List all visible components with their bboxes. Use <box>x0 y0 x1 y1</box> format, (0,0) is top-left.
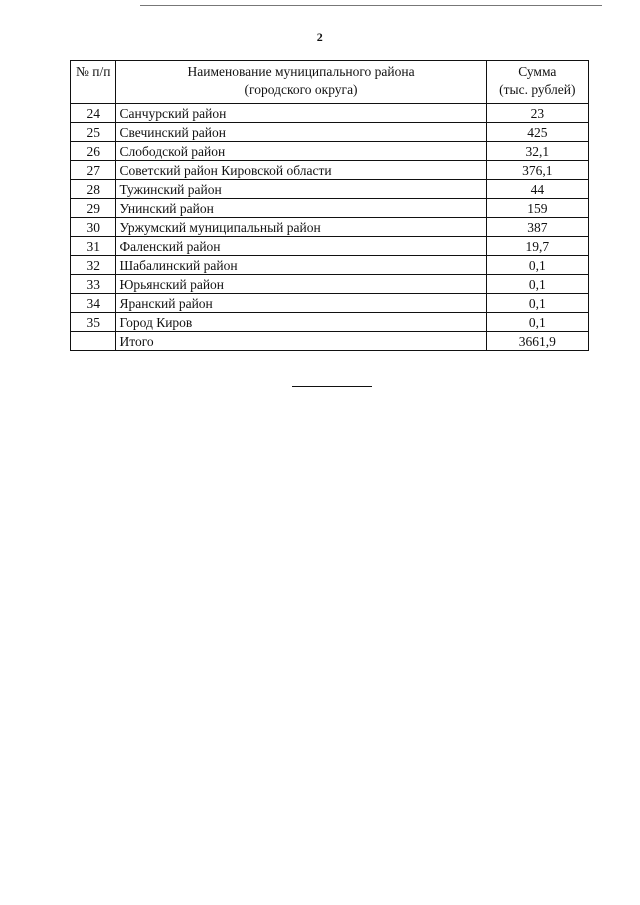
row-sum: 23 <box>486 104 588 123</box>
row-number: 29 <box>71 199 116 218</box>
row-sum: 159 <box>486 199 588 218</box>
allocation-table <box>70 60 589 351</box>
row-name: Юрьянский район <box>116 275 486 294</box>
table-row <box>71 180 589 199</box>
row-sum: 0,1 <box>486 256 588 275</box>
table-row <box>71 104 589 123</box>
row-name: Свечинский район <box>116 123 486 142</box>
row-number: 35 <box>71 313 116 332</box>
row-number: 28 <box>71 180 116 199</box>
total-sum: 3661,9 <box>486 332 588 351</box>
table-total-row <box>71 332 589 351</box>
header-sum-line2: (тыс. рублей) <box>499 82 576 97</box>
row-name: Тужинский район <box>116 180 486 199</box>
row-sum: 44 <box>486 180 588 199</box>
table-row <box>71 142 589 161</box>
header-name-line2: (городского округа) <box>244 82 358 97</box>
row-name: Уржумский муниципальный район <box>116 218 486 237</box>
row-name: Город Киров <box>116 313 486 332</box>
row-name: Советский район Кировской области <box>116 161 486 180</box>
table-row <box>71 199 589 218</box>
row-sum: 32,1 <box>486 142 588 161</box>
row-number: 31 <box>71 237 116 256</box>
table-header-row <box>71 61 589 104</box>
row-number: 27 <box>71 161 116 180</box>
total-label: Итого <box>116 332 486 351</box>
header-number-label: № п/п <box>76 64 111 79</box>
row-name: Яранский район <box>116 294 486 313</box>
row-sum: 0,1 <box>486 313 588 332</box>
row-sum: 387 <box>486 218 588 237</box>
row-sum: 0,1 <box>486 275 588 294</box>
row-name: Слободской район <box>116 142 486 161</box>
header-name-line1: Наименование муниципального района <box>187 64 415 79</box>
header-name <box>116 61 486 104</box>
top-edge-line <box>140 5 602 6</box>
page-number: 2 <box>316 30 324 44</box>
table-row <box>71 123 589 142</box>
row-name: Санчурский район <box>116 104 486 123</box>
row-number: 25 <box>71 123 116 142</box>
row-sum: 376,1 <box>486 161 588 180</box>
row-name: Фаленский район <box>116 237 486 256</box>
row-number: 32 <box>71 256 116 275</box>
row-number: 33 <box>71 275 116 294</box>
table-row <box>71 256 589 275</box>
table-row <box>71 294 589 313</box>
table-row <box>71 161 589 180</box>
table-row <box>71 237 589 256</box>
row-number: 26 <box>71 142 116 161</box>
table-row <box>71 218 589 237</box>
row-number: 24 <box>71 104 116 123</box>
row-sum: 425 <box>486 123 588 142</box>
header-sum-line1: Сумма <box>518 64 557 79</box>
total-number <box>71 332 116 351</box>
row-sum: 19,7 <box>486 237 588 256</box>
table-row <box>71 275 589 294</box>
end-of-document-line <box>292 386 372 387</box>
row-sum: 0,1 <box>486 294 588 313</box>
row-number: 34 <box>71 294 116 313</box>
row-number: 30 <box>71 218 116 237</box>
header-number <box>71 61 116 104</box>
table-row <box>71 313 589 332</box>
row-name: Унинский район <box>116 199 486 218</box>
header-sum <box>486 61 588 104</box>
row-name: Шабалинский район <box>116 256 486 275</box>
